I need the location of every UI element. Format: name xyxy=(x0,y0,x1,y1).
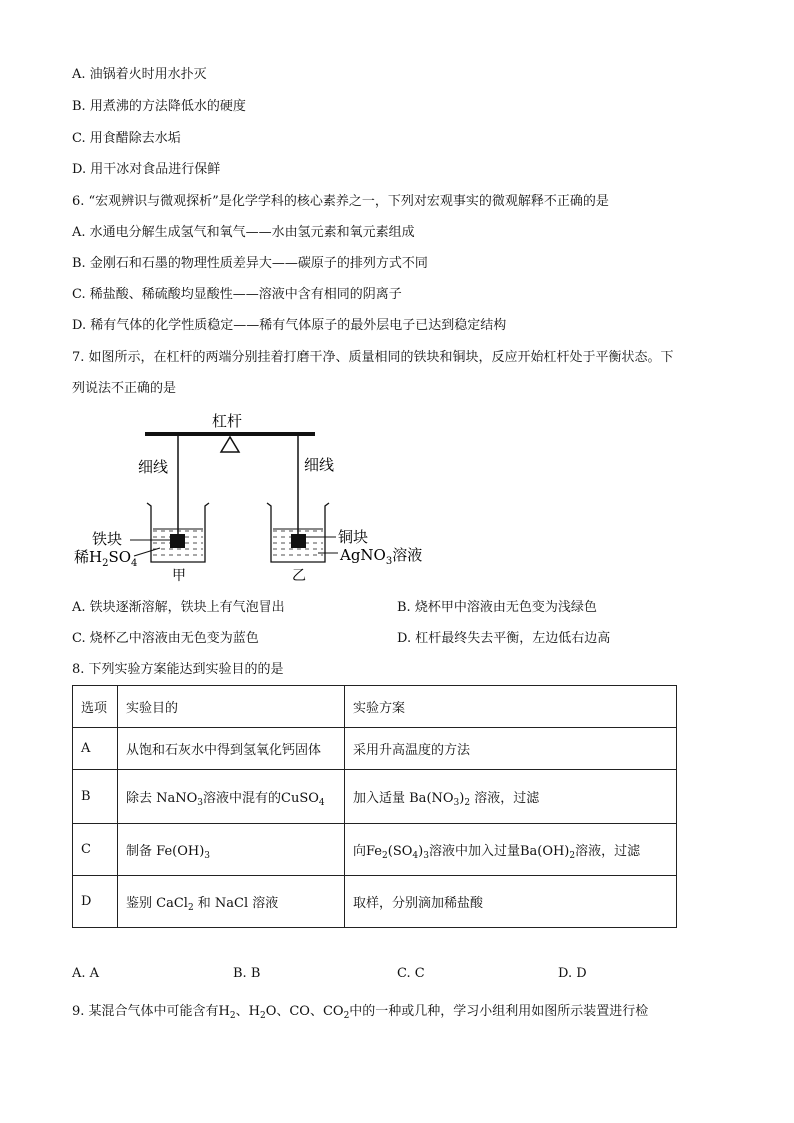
q6-option-b: B. 金刚石和石墨的物理性质差异大——碳原子的排列方式不同 xyxy=(72,256,428,271)
row-b-plan: 加入适量 $Ba(NO_3)_2$ 溶液，过滤 xyxy=(345,770,677,824)
q7-option-b: B. 烧杯甲中溶液由无色变为浅绿色 xyxy=(397,600,597,615)
table-row xyxy=(73,728,677,770)
row-a-option: A xyxy=(73,728,118,770)
q5-option-c: C. 用食醋除去水垢 xyxy=(72,131,181,146)
q7-stem-line1: 7. 如图所示，在杠杆的两端分别挂着打磨干净、质量相同的铁块和铜块，反应开始杠杆处于平衡状态。下 xyxy=(72,350,674,365)
row-c-purpose: 制备 $Fe(OH)_3$ xyxy=(118,824,345,876)
q7-stem-line2: 列说法不正确的是 xyxy=(72,381,177,396)
q7-option-d: D. 杠杆最终失去平衡，左边低右边高 xyxy=(397,631,611,646)
q6-option-d: D. 稀有气体的化学性质稳定——稀有气体原子的最外层电子已达到稳定结构 xyxy=(72,318,507,333)
row-a-purpose: 从饱和石灰水中得到氢氧化钙固体 xyxy=(118,728,345,770)
table-row xyxy=(73,824,677,876)
q7-option-a: A. 铁块逐渐溶解，铁块上有气泡冒出 xyxy=(72,600,285,615)
row-d-plan: 取样，分别滴加稀盐酸 xyxy=(345,876,677,928)
beaker-left-label: 甲 xyxy=(172,568,186,584)
beaker-right-label: 乙 xyxy=(292,568,306,584)
table-header-row xyxy=(73,686,677,728)
q8-answer-c: C. C xyxy=(397,966,425,981)
table-row xyxy=(73,876,677,928)
copper-label: 铜块 xyxy=(338,528,369,546)
q6-stem: 6. “宏观辨识与微观探析”是化学学科的核心素养之一，下列对宏观事实的微观解释不正确的是 xyxy=(72,194,609,209)
q5-option-d: D. 用干冰对食品进行保鲜 xyxy=(72,162,221,177)
header-purpose: 实验目的 xyxy=(118,686,345,728)
q8-answer-a: A. A xyxy=(72,966,100,981)
row-b-purpose: 除去 NaNO$_3$溶液中混有的CuSO$_4$ xyxy=(118,770,345,824)
q8-answer-d: D. D xyxy=(558,966,587,981)
acid-label: 稀$H_2SO_4$ xyxy=(74,548,138,569)
q6-option-a: A. 水通电分解生成氢气和氧气——水由氢元素和氧元素组成 xyxy=(72,225,415,240)
q8-table xyxy=(72,685,677,928)
iron-label: 铁块 xyxy=(92,530,123,548)
table-row xyxy=(73,770,677,824)
header-plan: 实验方案 xyxy=(345,686,677,728)
q9-stem: 9. 某混合气体中可能含有$H_2$、$H_2O$、CO、$CO_2$中的一种或几种，学习小组利用如图所示装置进行检 xyxy=(72,1004,649,1021)
iron-block xyxy=(170,534,185,548)
q6-option-c: C. 稀盐酸、稀硫酸均显酸性——溶液中含有相同的阴离子 xyxy=(72,287,402,302)
q5-option-a: A. 油锅着火时用水扑灭 xyxy=(72,67,207,82)
q5-option-b: B. 用煮沸的方法降低水的硬度 xyxy=(72,99,246,114)
thread-left-label: 细线 xyxy=(138,458,169,476)
lever-label: 杠杆 xyxy=(212,412,243,430)
silver-nitrate-label: AgNO$_3$溶液 xyxy=(340,546,423,567)
q8-answer-b: B. B xyxy=(233,966,261,981)
thread-right-label: 细线 xyxy=(304,456,335,474)
q8-stem: 8. 下列实验方案能达到实验目的的是 xyxy=(72,662,284,677)
copper-block xyxy=(291,534,306,548)
row-d-purpose: 鉴别 CaCl$_2$ 和 NaCl 溶液 xyxy=(118,876,345,928)
row-c-plan: 向$Fe_2(SO_4)_3$溶液中加入过量$Ba(OH)_2$溶液，过滤 xyxy=(345,824,677,876)
header-option: 选项 xyxy=(73,686,118,728)
row-b-option: B xyxy=(73,770,118,824)
row-d-option: D xyxy=(73,876,118,928)
row-a-plan: 采用升高温度的方法 xyxy=(345,728,677,770)
row-c-option: C xyxy=(73,824,118,876)
fulcrum xyxy=(221,437,239,452)
q7-option-c: C. 烧杯乙中溶液由无色变为蓝色 xyxy=(72,631,259,646)
